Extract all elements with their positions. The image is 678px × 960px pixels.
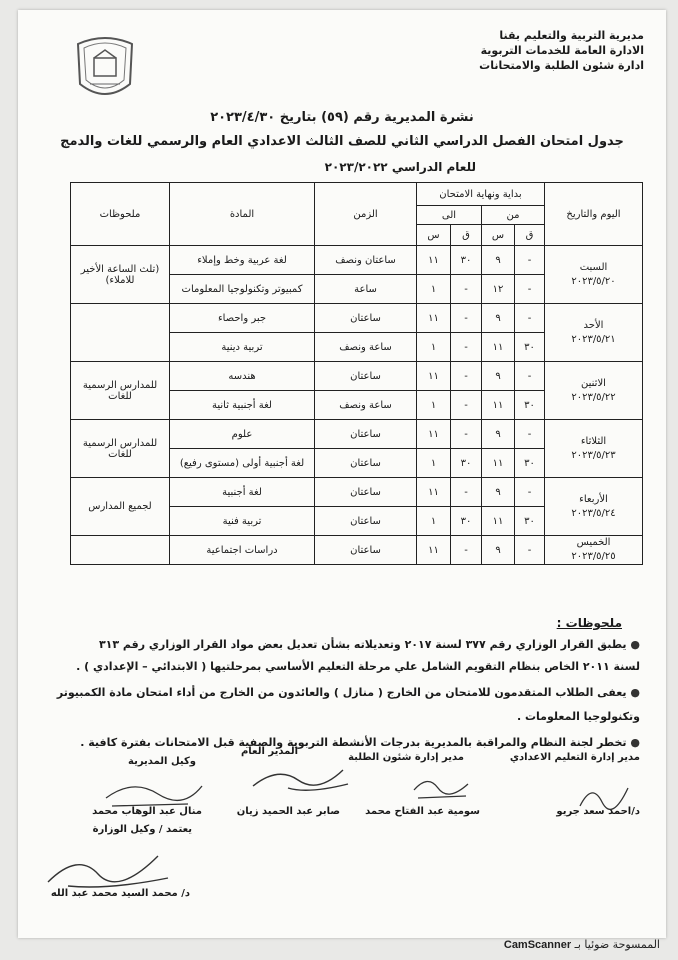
day-date: ٢٠٢٣/٥/٢٤ — [571, 507, 616, 519]
duration-cell: ساعتان — [315, 536, 417, 565]
subject-cell: لغة أجنبية ثانية — [170, 391, 315, 420]
header-notes: ملحوظات — [71, 183, 170, 246]
day-cell — [545, 420, 643, 478]
note-2-line-2: وتكنولوجيا المعلومات . — [516, 710, 640, 723]
day-name: الأربعاء — [579, 493, 608, 505]
header-to-q: ق — [451, 225, 482, 246]
to-s-cell: ١١ — [417, 304, 451, 333]
duration-cell: ساعة — [315, 275, 417, 304]
to-q-cell: - — [451, 362, 482, 391]
signatory-general: صابر عبد الحميد زيان — [236, 806, 340, 817]
signature-title-general: المدير العام — [240, 746, 298, 757]
scanner-footer-label: الممسوحة ضوئيا بـ — [574, 938, 660, 951]
to-q-cell: - — [451, 391, 482, 420]
duration-cell: ساعتان — [315, 420, 417, 449]
to-s-cell: ١ — [417, 333, 451, 362]
notes-title: ملحوظات : — [556, 616, 622, 630]
note-1-line-1: ● يطبق القرار الوزاري رقم ٣٧٧ لسنة ٢٠١٧ وتعديلاته بشأن تعديل بعض مواد القرار الوزاري رقم ٣١٣ — [98, 638, 640, 651]
note-3-line: ● تخطر لجنة النظام والمراقبة بالمديرية بدرجات الأنشطة التربوية والصفية قبل الامتحانات بفترة كافية . — [80, 736, 640, 749]
to-q-cell: ٣٠ — [451, 507, 482, 536]
to-s-cell: ١١ — [417, 536, 451, 565]
scanner-app-name: CamScanner — [503, 939, 572, 951]
from-s-cell: ٩ — [482, 304, 515, 333]
note-cell: (تلث الساعة الأخير للاملاء) — [71, 246, 170, 304]
header-range: بداية ونهاية الامتحان — [417, 183, 545, 206]
note-3-text: تخطر لجنة النظام والمراقبة بالمديرية بدرجات الأنشطة التربوية والصفية قبل الامتحانات بفترة كافية . — [80, 736, 627, 749]
from-q-cell: - — [515, 420, 545, 449]
table-row — [71, 246, 643, 275]
ministry-header — [479, 28, 644, 73]
signature-mark-deputy-icon — [98, 776, 208, 810]
to-q-cell: - — [451, 333, 482, 362]
day-cell — [545, 478, 643, 536]
day-cell — [545, 246, 643, 304]
scanner-footer — [504, 938, 660, 951]
table-row — [71, 362, 643, 391]
subject-cell: لغة أجنبية أولى (مستوى رفيع) — [170, 449, 315, 478]
day-date: ٢٠٢٣/٥/٢١ — [571, 333, 616, 345]
from-q-cell: ٣٠ — [515, 449, 545, 478]
ministry-seal-icon — [70, 32, 140, 104]
note-cell: للمدارس الرسمية للغات — [71, 362, 170, 420]
signature-mark-students-icon — [408, 770, 478, 804]
subject-cell: علوم — [170, 420, 315, 449]
from-s-cell: ١١ — [482, 333, 515, 362]
subject-cell: تربية دينية — [170, 333, 315, 362]
to-s-cell: ١١ — [417, 246, 451, 275]
ministry-line-3: ادارة شئون الطلبة والامتحانات — [479, 59, 644, 72]
from-s-cell: ٩ — [482, 478, 515, 507]
day-date: ٢٠٢٣/٥/٢٥ — [571, 551, 616, 562]
from-q-cell: - — [515, 246, 545, 275]
note-cell — [71, 536, 170, 565]
day-cell — [545, 362, 643, 420]
from-q-cell: - — [515, 536, 545, 565]
table-row — [71, 478, 643, 507]
from-q-cell: - — [515, 304, 545, 333]
subject-cell: دراسات اجتماعية — [170, 536, 315, 565]
to-s-cell: ١١ — [417, 420, 451, 449]
signatory-students: سومية عبد الفتاح محمد — [365, 806, 480, 817]
ministry-line-2: الادارة العامة للخدمات التربوية — [480, 44, 644, 57]
table-row — [71, 536, 643, 565]
from-s-cell: ٩ — [482, 536, 515, 565]
subject-cell: لغة عربية وخط وإملاء — [170, 246, 315, 275]
to-q-cell: - — [451, 536, 482, 565]
to-q-cell: - — [451, 304, 482, 333]
day-date: ٢٠٢٣/٥/٢٢ — [571, 391, 616, 403]
from-s-cell: ٩ — [482, 420, 515, 449]
to-s-cell: ١ — [417, 391, 451, 420]
day-date: ٢٠٢٣/٥/٢٣ — [571, 449, 616, 461]
day-name: الخميس — [576, 537, 611, 548]
signatory-deputy: منال عبد الوهاب محمد — [92, 806, 202, 817]
signature-title-prep: مدير إدارة التعليم الاعدادي — [509, 752, 640, 763]
signatory-prep: د/احمد سعد جريو — [556, 806, 640, 817]
from-q-cell: - — [515, 478, 545, 507]
header-to: الى — [417, 206, 482, 225]
subject-cell: جبر واحصاء — [170, 304, 315, 333]
document-sheet — [18, 10, 666, 938]
signature-title-deputy: وكيل المديرية — [128, 756, 196, 767]
from-s-cell: ٩ — [482, 246, 515, 275]
duration-cell: ساعتان ونصف — [315, 246, 417, 275]
subject-cell: كمبيوتر وتكنولوجيا المعلومات — [170, 275, 315, 304]
table-row — [71, 420, 643, 449]
to-q-cell: - — [451, 478, 482, 507]
duration-cell: ساعة ونصف — [315, 391, 417, 420]
from-q-cell: ٣٠ — [515, 507, 545, 536]
ministry-line-1: مديرية التربية والتعليم بقنا — [499, 29, 644, 42]
note-cell — [71, 304, 170, 362]
subject-cell: تربية فنية — [170, 507, 315, 536]
subject-cell: لغة أجنبية — [170, 478, 315, 507]
signature-mark-ministry-icon — [38, 842, 178, 892]
duration-cell: ساعتان — [315, 304, 417, 333]
academic-year: للعام الدراسي ٢٠٢٣/٢٠٢٢ — [324, 160, 476, 174]
bulletin-line: نشرة المديرية رقم (٥٩) بتاريخ ٢٠٢٣/٤/٣٠ — [210, 110, 474, 125]
from-s-cell: ١١ — [482, 391, 515, 420]
duration-cell: ساعتان — [315, 507, 417, 536]
day-date: ٢٠٢٣/٥/٢٠ — [571, 275, 616, 287]
to-q-cell: - — [451, 275, 482, 304]
from-s-cell: ٩ — [482, 362, 515, 391]
to-s-cell: ١ — [417, 449, 451, 478]
note-cell: لجميع المدارس — [71, 478, 170, 536]
document-title: جدول امتحان الفصل الدراسي الثاني للصف الثالث الاعدادي العام والرسمي للغات والدمج — [60, 134, 624, 149]
signature-mark-general-icon — [248, 758, 358, 798]
to-s-cell: ١١ — [417, 478, 451, 507]
from-q-cell: ٣٠ — [515, 391, 545, 420]
header-to-s: س — [417, 225, 451, 246]
day-cell — [545, 536, 643, 565]
table-row — [71, 304, 643, 333]
from-q-cell: - — [515, 362, 545, 391]
header-subject: المادة — [170, 183, 315, 246]
signatory-ministry: د/ محمد السيد محمد عبد الله — [50, 888, 190, 899]
to-q-cell: ٣٠ — [451, 246, 482, 275]
day-name: الأحد — [583, 319, 604, 331]
day-name: الثلاثاء — [580, 435, 607, 447]
note-1-text-a: يطبق القرار الوزاري رقم ٣٧٧ لسنة ٢٠١٧ وتعديلاته بشأن تعديل بعض مواد القرار الوزاري رقم ٣١٣ — [98, 638, 627, 651]
to-s-cell: ١١ — [417, 362, 451, 391]
to-q-cell: ٣٠ — [451, 449, 482, 478]
day-name: السبت — [579, 261, 608, 273]
header-from-q: ق — [515, 225, 545, 246]
from-s-cell: ١٢ — [482, 275, 515, 304]
duration-cell: ساعتان — [315, 478, 417, 507]
to-s-cell: ١ — [417, 275, 451, 304]
duration-cell: ساعتان — [315, 362, 417, 391]
from-q-cell: - — [515, 275, 545, 304]
note-cell: للمدارس الرسمية للغات — [71, 420, 170, 478]
duration-cell: ساعتان — [315, 449, 417, 478]
subject-cell: هندسه — [170, 362, 315, 391]
note-2-text-a: يعفى الطلاب المتقدمون للامتحان من الخارج ( منازل ) والعائدون من الخارج من أداء امتحان مادة الكمبيوتر — [56, 686, 627, 699]
from-q-cell: ٣٠ — [515, 333, 545, 362]
header-duration: الزمن — [315, 183, 417, 246]
approval-label: يعتمد / وكيل الوزارة — [92, 824, 192, 835]
to-s-cell: ١ — [417, 507, 451, 536]
note-1-line-2: لسنة ٢٠١١ الخاص بنظام التقويم الشامل علي مرحلة التعليم الأساسي بمرحلتيها ( الابتدائي – الإعدادي ) . — [76, 660, 640, 673]
signature-title-students: مدير إدارة شئون الطلبة — [348, 752, 464, 763]
to-q-cell: - — [451, 420, 482, 449]
header-from: من — [482, 206, 545, 225]
exam-schedule-table — [70, 182, 643, 565]
day-cell — [545, 304, 643, 362]
from-s-cell: ١١ — [482, 449, 515, 478]
from-s-cell: ١١ — [482, 507, 515, 536]
note-2-line-1: ● يعفى الطلاب المتقدمون للامتحان من الخارج ( منازل ) والعائدون من الخارج من أداء امتحان مادة الكمبيوتر — [56, 686, 640, 699]
duration-cell: ساعة ونصف — [315, 333, 417, 362]
header-from-s: س — [482, 225, 515, 246]
day-name: الاثنين — [581, 377, 606, 389]
header-day: اليوم والتاريخ — [545, 183, 643, 246]
